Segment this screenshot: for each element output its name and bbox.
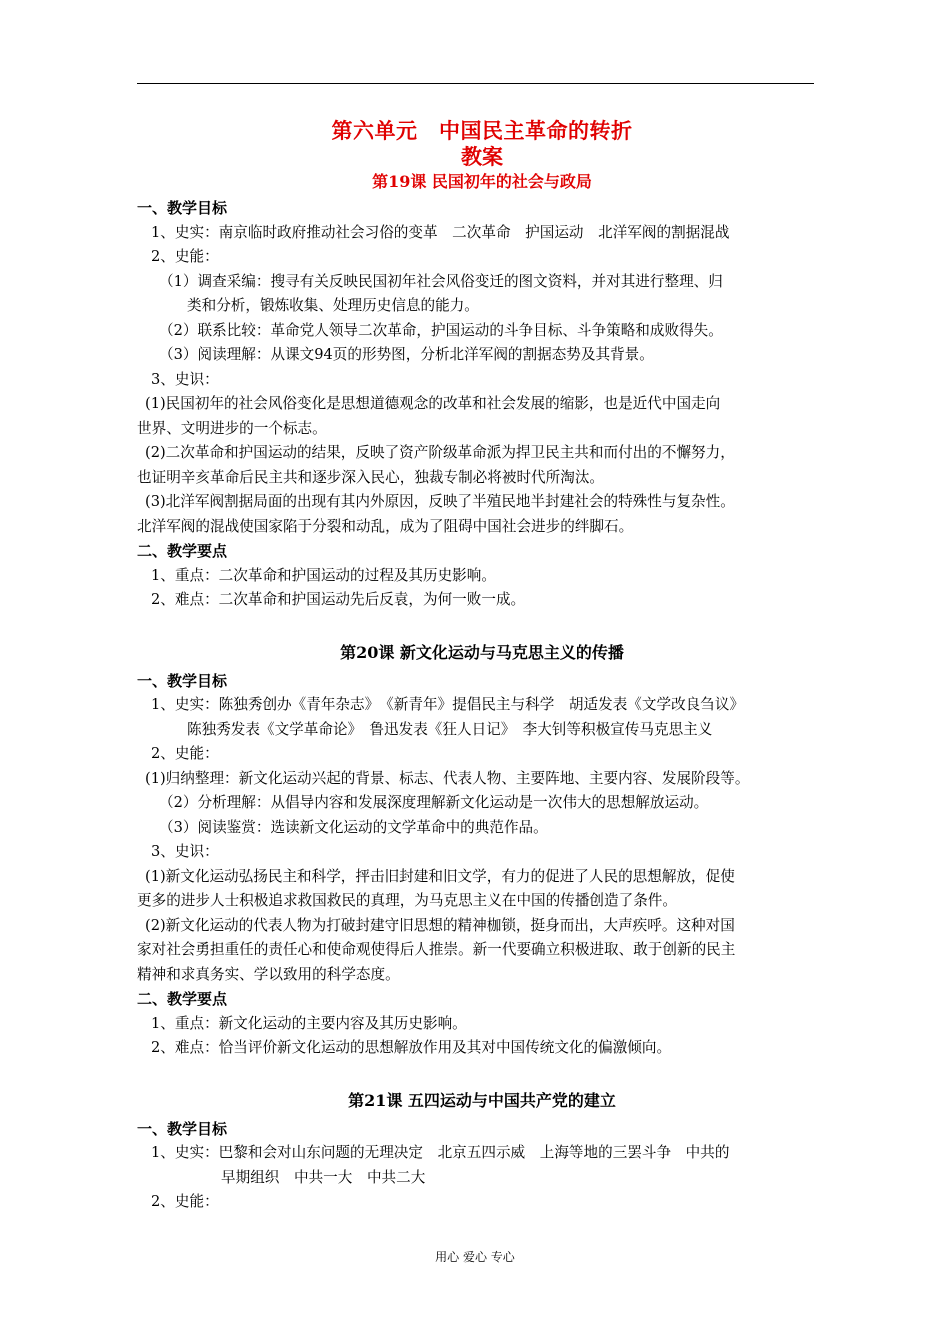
page-footer: 用心 爱心 专心 [435,1250,515,1264]
section-heading: 二、教学要点 [137,990,228,1008]
paragraph-line: （2）联系比较：革命党人领导二次革命，护国运动的斗争目标、斗争策略和成败得失。 [159,321,723,339]
paragraph-line: (1)归纳整理：新文化运动兴起的背景、标志、代表人物、主要阵地、主要内容、发展阶段等。 [145,769,750,787]
paragraph-line: 世界、文明进步的一个标志。 [137,419,327,437]
paragraph-line: 北洋军阀的混战使国家陷于分裂和动乱，成为了阻碍中国社会进步的绊脚石。 [137,517,634,535]
paragraph-line: 1、史实：南京临时政府推动社会习俗的变革 二次革命 护国运动 北洋军阀的割据混战 [151,223,730,241]
paragraph-line: 1、重点：新文化运动的主要内容及其历史影响。 [151,1014,467,1032]
lesson-20-title: 第20课 新文化运动与马克思主义的传播 [340,642,624,662]
paragraph-line: (3)北洋军阀割据局面的出现有其内外原因，反映了半殖民地半封建社会的特殊性与复杂性。 [145,493,735,510]
paragraph-line: 2、史能： [151,1193,219,1210]
paragraph-line: 2、史能： [151,745,219,762]
paragraph-line: (1)民国初年的社会风俗变化是思想道德观念的改革和社会发展的缩影，也是近代中国走向 [145,395,721,412]
paragraph-line: 类和分析，锻炼收集、处理历史信息的能力。 [187,297,479,314]
paragraph-line: 更多的进步人士积极追求救国救民的真理，为马克思主义在中国的传播创造了条件。 [137,892,677,909]
paragraph-line: 早期组织 中共一大 中共二大 [221,1168,426,1186]
paragraph-line: 精神和求真务实、学以致用的科学态度。 [137,965,400,983]
paragraph-line: 1、史实：陈独秀创办《青年杂志》 《新青年》提倡民主与科学 胡适发表《文学改良刍议》 [151,696,745,713]
document-body [137,118,827,1215]
paragraph-line: （1）调查采编：搜寻有关反映民国初年社会风俗变迁的图文资料，并对其进行整理、归 [159,272,723,290]
section-heading: 二、教学要点 [137,542,228,560]
paragraph-line: 2、难点：二次革命和护国运动先后反袁，为何一败一成。 [151,591,526,608]
section-heading: 一、教学目标 [137,199,228,217]
section-heading: 一、教学目标 [137,671,228,690]
section-heading: 一、教学目标 [137,1119,228,1138]
lesson-21-title: 第21课 五四运动与中国共产党的建立 [348,1090,616,1110]
paragraph-line: 陈独秀发表《文学革命论》 鲁迅发表《狂人日记》 李大钊等积极宣传马克思主义 [187,720,713,738]
paragraph-line: (2)新文化运动的代表人物为打破封建守旧思想的精神枷锁，挺身而出，大声疾呼。这种对国 [145,916,735,934]
header-rule [137,83,814,84]
paragraph-line: 3、史识： [151,370,219,388]
paragraph-line: (2)二次革命和护国运动的结果，反映了资产阶级革命派为捍卫民主共和而付出的不懈努力， [145,444,735,461]
paragraph-line: 2、史能： [151,248,219,265]
paragraph-line: 1、史实：巴黎和会对山东问题的无理决定 北京五四示威 上海等地的三罢斗争 中共的 [151,1144,730,1161]
unit-title: 第六单元 中国民主革命的转折 [331,118,633,143]
paragraph-line: 1、重点：二次革命和护国运动的过程及其历史影响。 [151,566,496,584]
paragraph-line: 2、难点：恰当评价新文化运动的思想解放作用及其对中国传统文化的偏激倾向。 [151,1039,672,1056]
paragraph-line: 家对社会勇担重任的责任心和使命观使得后人推崇。新一代要确立积极进取、敢于创新的民主 [137,941,736,958]
paragraph-line: （3）阅读鉴赏：选读新文化运动的文学革命中的典范作品。 [159,818,548,836]
paragraph-line: （3）阅读理解：从课文94页的形势图，分析北洋军阀的割据态势及其背景。 [159,346,654,363]
paragraph-line: (1)新文化运动弘扬民主和科学，抨击旧封建和旧文学，有力的促进了人民的思想解放，促使 [145,867,735,885]
doc-type: 教案 [461,144,503,169]
lesson-19-title: 第19课 民国初年的社会与政局 [372,172,592,191]
paragraph-line: 也证明辛亥革命后民主共和逐步深入民心，独裁专制必将被时代所淘汰。 [137,468,605,486]
paragraph-line: （2）分析理解：从倡导内容和发展深度理解新文化运动是一次伟大的思想解放运动。 [159,794,709,811]
paragraph-line: 3、史识： [151,843,219,860]
